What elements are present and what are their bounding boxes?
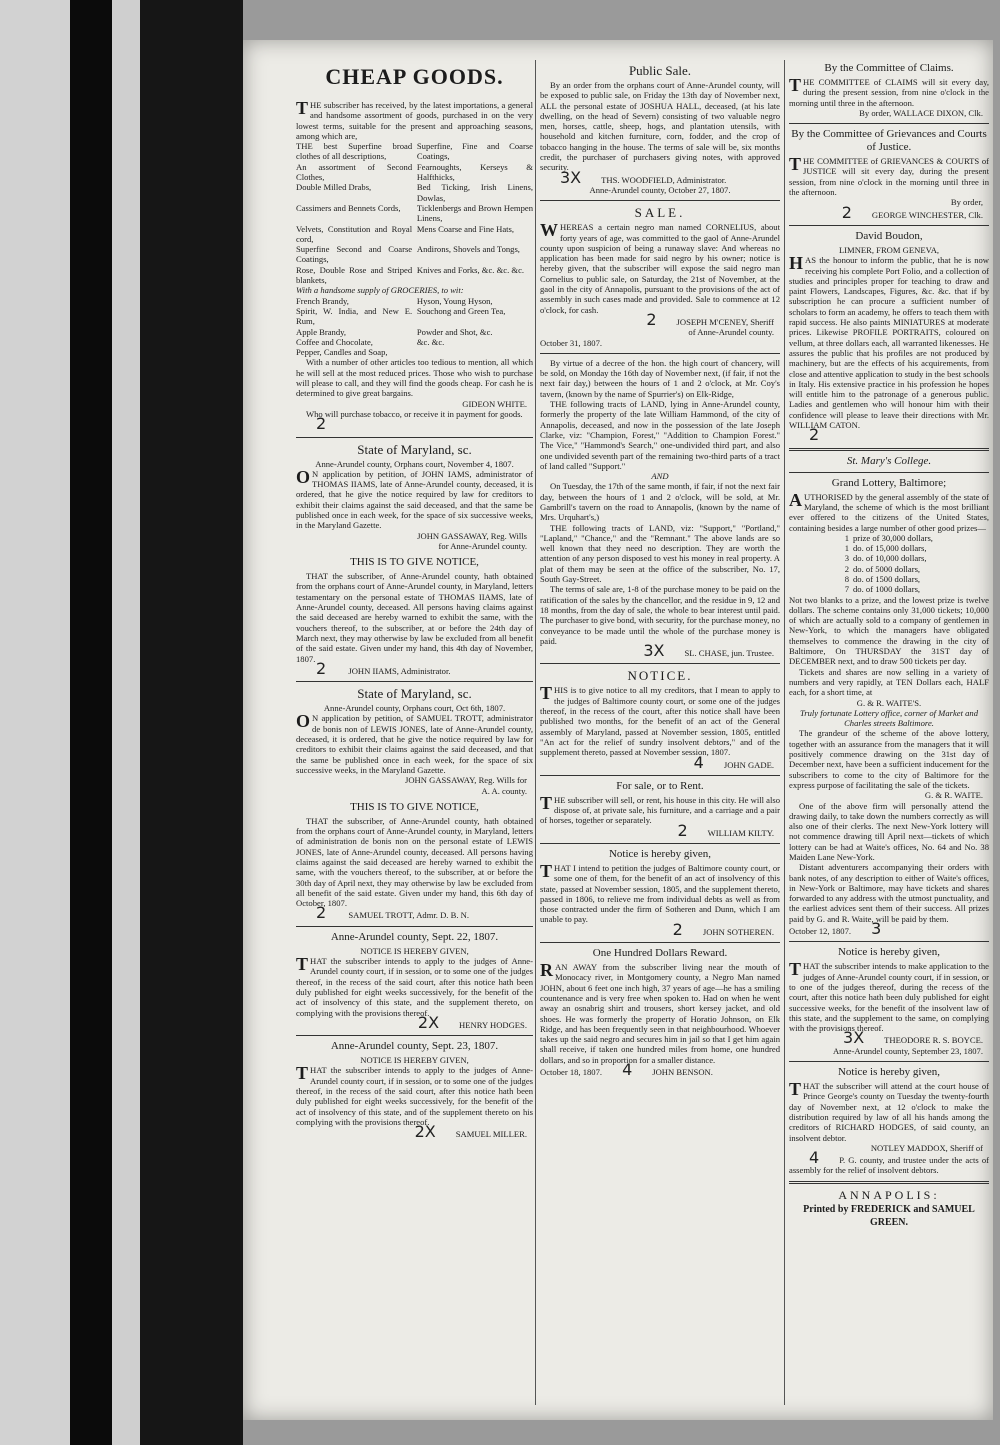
ad-body: THE COMMITTEE of GRIEVANCES & COURTS of JUSTICE will sit every day, during the present session, from nine o'clock in the morning until three in the afternoon. bbox=[789, 154, 989, 198]
column-left bbox=[296, 60, 533, 1405]
ad-dateline: Anne-Arundel county, September 23, 1807. bbox=[832, 1045, 983, 1056]
ad-body: With a number of other articles too tedious to mention, all which he will sell at the most reduced prices. Those who wish to purchase will please to call, and they will find the goods cheap. For cash he is determined to give great bargains. bbox=[296, 357, 533, 399]
ad-body: The grandeur of the scheme of the above lottery, together with an assurance from the managers that it will positively commence drawing on the 31st day of December next, have been a sufficient inducement for the subscribers to come to the city of Baltimore for the express purpose of facilitating the sale of the tickets. bbox=[789, 728, 989, 790]
ad-title: One Hundred Dollars Reward. bbox=[592, 947, 728, 960]
office-address: Truly fortunate Lottery office, corner of Market and Charles streets Baltimore. bbox=[799, 707, 979, 729]
ad-dateline: October 31, 1807. bbox=[540, 337, 603, 348]
ad-subtitle: LIMNER, FROM GENEVA, bbox=[838, 244, 940, 255]
column-right bbox=[789, 60, 989, 1405]
column-middle bbox=[540, 60, 780, 1405]
ad-body: THAT the subscriber will attend at the court house of Prince George's county on Tuesday the twenty-fourth day of November next, at 12 o'clock to make the distribution required by law of all his hands among the creditors of RICHARD HODGES, of said county, an insolvent debtor. bbox=[789, 1079, 989, 1143]
divider bbox=[540, 200, 780, 201]
ad-body: By virtue of a decree of the hon. the high court of chancery, will be sold, on Monday the 16th day of November next, (if fair, if not the next fair day,) between the hours of 1 and 2 o'clock, at Mr. Coy's tavern, (known by the name of Spurrier's) on Elk-Ridge, bbox=[540, 357, 780, 399]
notice-ad bbox=[540, 668, 780, 772]
column-rule bbox=[784, 60, 785, 1405]
signature: THEODORE R. S. BOYCE. bbox=[884, 1035, 983, 1046]
divider bbox=[789, 472, 989, 473]
ad-body: THAT the subscriber intends to apply to the judges of Anne-Arundel county court, if in session, or to some one of the judges thereof, in the recess of the said court, after this notice hath been duly published for eight weeks successively, for the benefit of the act of insolvency of this state, and the supplement thereto, on complying with the provisions thereof. bbox=[296, 954, 533, 1018]
groceries-list bbox=[296, 296, 533, 358]
ad-title: Notice is hereby given, bbox=[837, 1066, 941, 1079]
ad-title: CHEAP GOODS. bbox=[325, 64, 504, 89]
prize-count: 7 bbox=[844, 584, 849, 595]
ad-body: THE subscriber has received, by the latest importations, a general and handsome assortment of goods, purchased in on the very lowest terms, suitable for the present and approaching seasons, among which are, bbox=[296, 98, 533, 141]
list-item: Knives and Forks, &c. &c. &c. bbox=[416, 264, 525, 275]
divider bbox=[789, 941, 989, 942]
printer-imprint bbox=[789, 1188, 989, 1229]
list-item: French Brandy, bbox=[296, 295, 349, 306]
insolvency-notice bbox=[789, 946, 989, 1056]
divider bbox=[296, 437, 533, 438]
signature: JOHN IIAMS, Administrator. bbox=[348, 665, 451, 676]
signature: NOTLEY MADDOX, Sheriff of bbox=[870, 1142, 983, 1153]
ad-body: THE following tracts of LAND, viz: "Support," "Portland," "Lapland," "Chance," and the "Remnant." The above lands are so well known that they need no description. They are worth the attention of any person disposed to vest his money in real property. A plat of them may be seen at the office of the subscriber, No. 17, South Gay-Street. bbox=[540, 522, 780, 585]
ad-body: One of the above firm will personally attend the drawing daily, to take down the numbers correctly as will also one of their clerks. The next New-York lottery will not commence drawing till April next—tickets of which lottery can be had at Waite's offices, No. 64 and No. 38 Maiden Lane New-York. bbox=[789, 800, 989, 862]
two-column-row bbox=[296, 347, 533, 357]
handwritten-mark: 2 bbox=[316, 658, 327, 678]
list-item: Mens Coarse and Fine Hats, bbox=[416, 223, 515, 234]
prize-description: do. of 5000 dollars, bbox=[853, 563, 921, 574]
binding-edge bbox=[140, 0, 243, 1445]
list-item: Velvets, Constitution and Royal cord, bbox=[296, 223, 413, 244]
two-column-row bbox=[296, 244, 533, 265]
ad-body: AND bbox=[651, 471, 669, 482]
two-column-row bbox=[296, 306, 533, 327]
public-sale-ad bbox=[540, 63, 780, 195]
ad-body: THAT the subscriber, of Anne-Arundel county, hath obtained from the orphans court of Anne-Arundel county, in Maryland, letters of administration de bonis non on the personal estate of LEWIS JONES, late of Anne-Arundel county, deceased. All persons having claims against the said deceased are hereby warned to exhibit the same, with the vouchers thereof, to the subscriber, at or before the 30th day of April next, they may otherwise by law be excluded from all benefit of the said estate. Given under my hand, this 6th day of October, 1807. bbox=[296, 815, 533, 909]
firm-name: G. & R. WAITE'S. bbox=[856, 697, 922, 708]
divider bbox=[540, 353, 780, 354]
insolvency-notice bbox=[296, 1040, 533, 1142]
list-item bbox=[417, 347, 533, 357]
prize-description: do. of 1000 dollars, bbox=[853, 584, 921, 595]
ad-title: Notice is hereby given, bbox=[608, 848, 712, 860]
signature: GIDEON WHITE. bbox=[462, 398, 527, 409]
imprint-city: ANNAPOLIS: bbox=[838, 1187, 940, 1202]
divider bbox=[789, 1061, 989, 1062]
divider bbox=[789, 448, 989, 451]
list-item: Superfine, Fine and Coarse Coatings, bbox=[416, 141, 533, 162]
signature: THS. WOODFIELD, Administrator. bbox=[601, 174, 727, 185]
signature: GEORGE WINCHESTER, Clk. bbox=[871, 209, 983, 220]
handwritten-mark: 2 bbox=[677, 820, 688, 840]
list-item: THE best Superfine broad clothes of all descriptions, bbox=[296, 141, 413, 162]
divider bbox=[789, 1181, 989, 1184]
signature: JOSEPH M'CENEY, Sheriff bbox=[676, 316, 774, 327]
signature: SAMUEL TROTT, Admr. D. B. N. bbox=[348, 910, 469, 921]
list-item: Souchong and Green Tea, bbox=[416, 305, 506, 316]
petition-notice bbox=[540, 848, 780, 937]
signature: JOHN BENSON. bbox=[652, 1067, 713, 1078]
ad-title: Notice is hereby given, bbox=[837, 946, 941, 959]
ad-title: Grand Lottery, Baltimore; bbox=[831, 476, 947, 489]
newspaper-page bbox=[243, 40, 993, 1420]
signature: JOHN GASSAWAY, Reg. Wills for bbox=[405, 775, 527, 786]
list-item: &c. &c. bbox=[416, 336, 445, 347]
handwritten-mark: 4 bbox=[622, 1060, 633, 1080]
list-item: Andirons, Shovels and Tongs, bbox=[416, 244, 520, 255]
firm-name: G. & R. WAITE. bbox=[924, 790, 983, 801]
distribution-notice bbox=[789, 1066, 989, 1176]
signature: A. A. county. bbox=[481, 785, 527, 796]
ad-title: SALE. bbox=[634, 205, 686, 221]
handwritten-mark: 2 bbox=[809, 425, 820, 445]
divider bbox=[296, 926, 533, 927]
handwritten-mark: 3X bbox=[560, 167, 582, 187]
handwritten-mark: 2 bbox=[672, 919, 683, 939]
ad-title: State of Maryland, sc. bbox=[357, 441, 472, 457]
groceries-heading: With a handsome supply of GROCERIES, to wit: bbox=[296, 285, 464, 296]
divider bbox=[296, 681, 533, 682]
divider bbox=[789, 225, 989, 226]
ad-body: The terms of sale are, 1-8 of the purchase money to be paid on the ratification of the sales by the chancellor, and the residue in 9, 12 and 18 months, from the day of sale, the whole to bear interest until paid. The purchaser to give bond, with security, for the purchase money, no conveyance to be made until the whole of the purchase money is paid. bbox=[540, 584, 780, 646]
divider bbox=[540, 843, 780, 844]
ad-title: THIS IS TO GIVE NOTICE, bbox=[350, 800, 479, 813]
list-item: Double Milled Drabs, bbox=[296, 182, 372, 193]
ad-title: Public Sale. bbox=[628, 63, 692, 78]
two-column-row bbox=[296, 203, 533, 224]
signature: JOHN SOTHEREN. bbox=[702, 926, 774, 937]
ad-title: By the Committee of Claims. bbox=[824, 62, 954, 74]
ad-body: On Tuesday, the 17th of the same month, if fair, if not the next fair day, between the hours of 1 and 2 o'clock, will be sold, at Mr. Gambrill's tavern on the road to Annapolis, (known by the name of Mrs. Urquhart's,) bbox=[540, 481, 780, 523]
ad-postscript: Who will purchase tobacco, or receive it in payment for goods. bbox=[306, 408, 523, 419]
prize-count: 3 bbox=[844, 553, 849, 564]
two-column-row bbox=[296, 337, 533, 347]
sale-ad bbox=[540, 205, 780, 348]
maryland-order-ad bbox=[296, 442, 533, 552]
two-column-row bbox=[296, 296, 533, 306]
ad-title: David Boudon, bbox=[855, 229, 923, 242]
imprint-printer: Printed by FREDERICK and SAMUEL bbox=[803, 1203, 975, 1215]
handwritten-mark: 2 bbox=[646, 309, 657, 329]
prize-count: 1 bbox=[844, 543, 849, 554]
prize-row bbox=[789, 553, 989, 563]
cheap-goods-ad bbox=[296, 64, 533, 432]
ad-title: THIS IS TO GIVE NOTICE, bbox=[350, 556, 479, 569]
signature: of Anne-Arundel county. bbox=[688, 327, 774, 338]
two-column-row bbox=[296, 141, 533, 162]
grievances-committee-notice bbox=[789, 128, 989, 220]
ad-title: NOTICE. bbox=[627, 668, 693, 684]
list-item: Pepper, Candles and Soap, bbox=[296, 347, 388, 358]
ad-body: THE following tracts of LAND, lying in Anne-Arundel county, formerly the property of the late William Hammond, of the city of Annapolis, deceased, and now in the possession of the late Joseph Clarke, viz: "Champion, Forest," "Addition to Champion Forest." The Vice," "Hammond's Search," one-undivided third part, and also one undivided seventh part of the remaining two-third parts of a tract of land called "Support." bbox=[540, 399, 780, 471]
prize-row bbox=[789, 584, 989, 594]
handwritten-mark: 4 bbox=[809, 1148, 820, 1168]
insolvency-notice bbox=[296, 931, 533, 1030]
list-item: Apple Brandy, bbox=[296, 326, 347, 337]
signature: By order, WALLACE DIXON, Clk. bbox=[859, 107, 983, 118]
signature: WILLIAM KILTY. bbox=[707, 827, 774, 838]
ad-body: Tickets and shares are now selling in a variety of numbers and very rapidly, at TEN Dollars each, HALF each, for a short time, at bbox=[789, 666, 989, 698]
two-column-row bbox=[296, 327, 533, 337]
prize-description: do. of 15,000 dollars, bbox=[853, 543, 927, 554]
signature: By order, bbox=[950, 197, 983, 208]
college-heading: St. Mary's College. bbox=[846, 454, 932, 467]
list-item: Bed Ticking, Irish Linens, Dowlas, bbox=[416, 182, 533, 203]
ad-body: AUTHORISED by the general assembly of the state of Maryland, the scheme of which is the most brilliant ever offered to the citizens of the United States, containing besides a large number of other good prizes— bbox=[789, 489, 989, 533]
claims-committee-notice bbox=[789, 62, 989, 118]
ad-body: THAT the subscriber intends to apply to the judges of Anne-Arundel county court, if in session, or to some one of the judges thereof, in the recess of the said court, after this notice hath been duly published for eight weeks successively, for the benefit of the act of insolvency of this state, and of the supplement thereto on his complying with the provisions thereof. bbox=[296, 1063, 533, 1127]
ad-dateline: Anne-Arundel county, Orphans court, Oct 6th, 1807. bbox=[323, 703, 506, 714]
list-item: Superfine Second and Coarse Coatings, bbox=[296, 244, 413, 265]
signature: JOHN GADE. bbox=[723, 759, 774, 770]
ad-body: THIS is to give notice to all my creditors, that I mean to apply to the judges of Baltimore county court, or some one of the judges thereof, in the recess of the court, after this notice shall have been published two months, for the benefit of an act of the General assembly of Maryland, passed at November session, 1805, entitled "An act for the relief of sundry insolvent debtors," and of the supplement thereto, passed at November session, 1807. bbox=[540, 683, 780, 758]
list-item: Powder and Shot, &c. bbox=[416, 326, 493, 337]
ad-title: For sale, or to Rent. bbox=[616, 779, 704, 792]
two-column-row bbox=[296, 182, 533, 203]
lottery-ad bbox=[789, 477, 989, 937]
signature: for Anne-Arundel county. bbox=[438, 540, 527, 551]
prize-row bbox=[789, 533, 989, 543]
handwritten-mark: 2 bbox=[316, 903, 327, 923]
prize-description: prize of 30,000 dollars, bbox=[853, 532, 933, 543]
prize-description: do. of 10,000 dollars, bbox=[853, 553, 927, 564]
prize-row bbox=[789, 574, 989, 584]
handwritten-mark: 3X bbox=[843, 1028, 865, 1048]
two-column-row bbox=[296, 265, 533, 286]
signature: HENRY HODGES. bbox=[459, 1019, 527, 1030]
prize-count: 1 bbox=[844, 532, 849, 543]
ad-subtitle: NOTICE IS HEREBY GIVEN, bbox=[360, 945, 469, 956]
list-item: An assortment of Second Clothes, bbox=[296, 161, 413, 183]
two-column-row bbox=[296, 162, 533, 183]
list-item: Fearnoughts, Kerseys & Halfthicks, bbox=[416, 161, 533, 183]
rent-ad bbox=[540, 780, 780, 838]
prize-row bbox=[789, 564, 989, 574]
ad-subtitle: NOTICE IS HEREBY GIVEN, bbox=[360, 1055, 469, 1066]
ad-body: Distant adventurers accompanying their orders with bank notes, of any description to either of Waite's offices, in New-York or Baltimore, may have tickets and shares forwarded to any address with the utmost punctuality, and the earliest advices sent them of their success. All prizes paid by G. and R. Waite, will be paid by them. bbox=[789, 862, 989, 924]
ad-body: HAS the honour to inform the public, that he is now receiving his complete Port Folio, and a collection of studies and principles proper for teaching to draw and paint Flowers, Landscapes, Figures, &c. &c. that if by subscription he can procure a sufficient number of scholars to form an academy, he offers to teach them with rapid success. He also paints MINIATURES at moderate prices. Likewise PROFILE PORTRAITS, coloured on vellum, at three dollars each, all warranted likenesses. He assures the public that his profiles are not produced by machinery, but are the effects of his acquirements, from close and attentive application to study in the best schools in Italy. His extensive practice in his profession he hopes will entitle him to the patronage of a generous public. Ladies and gentlemen who will honour him with their confidence will please to leave their directions with Mr. WILLIAM CATON. bbox=[789, 253, 989, 431]
limner-ad bbox=[789, 230, 989, 443]
signature: SL. CHASE, jun. Trustee. bbox=[684, 648, 774, 659]
ad-body: THAT the subscriber intends to make application to the judges of Anne-Arundel county court, if in session, or to one of the judges thereof, during the recess of the court, after this notice hath been duly published for eight successive weeks, for the benefit of the insolvent law of this state, and the supplement to the same, on complying with the provisions thereof. bbox=[789, 959, 989, 1034]
ad-title: Anne-Arundel county, Sept. 22, 1807. bbox=[330, 930, 499, 943]
binding-shadow bbox=[70, 0, 112, 1445]
signature: P. G. county, and trustee under the acts of assembly for the relief of insolvent debtors. bbox=[789, 1155, 989, 1176]
left-margin-strip bbox=[0, 0, 70, 1445]
list-item: Cassimers and Bennets Cords, bbox=[296, 202, 401, 213]
give-notice-ad bbox=[296, 801, 533, 921]
ad-body: THE subscriber will sell, or rent, his house in this city. He will also dispose of, at private sale, his furniture, and a carriage and a pair of horses, together or separately. bbox=[540, 792, 780, 826]
ad-dateline: October 12, 1807. bbox=[789, 926, 852, 937]
give-notice-ad bbox=[296, 556, 533, 676]
column-rule bbox=[535, 60, 536, 1405]
divider bbox=[540, 775, 780, 776]
ad-dateline: October 18, 1807. bbox=[540, 1067, 603, 1078]
gutter-strip bbox=[112, 0, 140, 1445]
ad-title: State of Maryland, sc. bbox=[357, 686, 472, 702]
list-item: Rose, Double Rose and Striped blankets, bbox=[296, 264, 413, 286]
prize-row bbox=[789, 543, 989, 553]
signature: SAMUEL MILLER. bbox=[455, 1129, 527, 1140]
divider bbox=[540, 942, 780, 943]
prize-list bbox=[789, 533, 989, 595]
imprint-name: GREEN. bbox=[869, 1216, 909, 1228]
handwritten-mark: 4 bbox=[693, 752, 704, 772]
two-column-row bbox=[296, 224, 533, 245]
list-item: Spirit, W. India, and New E. Rum, bbox=[296, 305, 413, 327]
ad-dateline: Anne-Arundel county, Orphans court, November 4, 1807. bbox=[315, 458, 514, 469]
handwritten-mark: 2 bbox=[841, 202, 852, 222]
list-item: Coffee and Chocolate, bbox=[296, 336, 373, 347]
ad-body: Not two blanks to a prize, and the lowest prize is twelve dollars. The scheme contains only 31,000 tickets; 10,000 of which are actually sold to a company of gentlemen in New-York, to which the managers have obligated themselves to commence the drawing in the city of Baltimore, On THURSDAY the 31ST day of DECEMBER next, and to draw 500 tickets per day. bbox=[789, 594, 989, 667]
ad-body: THAT I intend to petition the judges of Baltimore county court, or some one of them, for the benefit of an act of insolvency of this state, passed at November session, 1805, and the supplement thereto, passed in 1806, to relieve me from individual debts as well as from those contracted under the firm of Sotheren and Dunn, which I am unable to pay. bbox=[540, 861, 780, 925]
handwritten-mark: 2 bbox=[316, 414, 327, 434]
ad-title: By the Committee of Grievances and Courts of Justice. bbox=[791, 128, 987, 154]
ad-body: THAT the subscriber, of Anne-Arundel county, hath obtained from the orphans court of Anne-Arundel county, in Maryland, letters testamentary on the personal estate of THOMAS IIAMS, late of Anne-Arundel county, deceased. All persons having claims against the said deceased are hereby warned to exhibit the same, with the vouchers thereof, to the subscriber, at or before the 24th day of March next, they may otherwise by law be excluded from all benefit of the said estate. Given under my hand, this 4th day of November, 1807. bbox=[296, 571, 533, 664]
ad-body: ON application by petition, of JOHN IAMS, administrator of THOMAS IIAMS, late of Anne-Arundel county, deceased, it is ordered, that he give the notice required by law for creditors to exhibit their claims against the said deceased, and that the same be published once in each week, for the space of six successive weeks, in the Maryland Gazette. bbox=[296, 466, 533, 531]
handwritten-mark: 3 bbox=[871, 919, 882, 939]
ad-body: By an order from the orphans court of Anne-Arundel county, will be exposed to public sale, on Friday the 13th day of November next, ALL the personal estate of JOSHUA HALL, deceased, (at his late dwelling, on the head of Severn) consisting of two valuable negro men, horses, cattle, sheep, hogs, and plantation utensils, with household and kitchen furniture, corn, fodder, and the crop of tobacco hanging in the house. The terms of sale will be, six months credit, the purchaser of purchasers giving notes, with approved security. bbox=[540, 80, 780, 173]
maryland-order-ad bbox=[296, 686, 533, 796]
chancery-decree-ad bbox=[540, 358, 780, 659]
handwritten-mark: 3X bbox=[643, 641, 665, 661]
ad-body: THE COMMITTEE of CLAIMS will sit every day, during the present session, from nine o'clock in the morning until three in the afternoon. bbox=[789, 75, 989, 108]
divider bbox=[789, 123, 989, 124]
ad-body: ON application by petition, of SAMUEL TROTT, administrator de bonis non of LEWIS JONES, late of Anne-Arundel county, deceased, it is ordered, that he give the notice required by law for creditors to exhibit their claims against the said deceased, and that the same be published once in each week, for the space of six successive weeks, in the Maryland Gazette. bbox=[296, 711, 533, 775]
prize-count: 8 bbox=[844, 573, 849, 584]
reward-ad bbox=[540, 947, 780, 1080]
ad-body: WHEREAS a certain negro man named CORNELIUS, about forty years of age, was committed to the gaol of Anne-Arundel county upon suspicion of being a runaway slave: And whereas no application has been made for said negro by his owner; notice is hereby given, that the subscriber will expose the said negro man Cornelius to public sale, on Saturday, the 21st of November, at the gaol in the city of Annapolis, pursuant to the provisions of the act of assembly in such cases made and provided. Sale to commence at 12 o'clock, for cash. bbox=[540, 220, 780, 315]
divider bbox=[296, 1035, 533, 1036]
handwritten-mark: 2X bbox=[414, 1122, 436, 1142]
prize-count: 2 bbox=[844, 563, 849, 574]
list-item: Ticklenbergs and Brown Hempen Linens, bbox=[416, 202, 533, 224]
signature: JOHN GASSAWAY, Reg. Wills bbox=[417, 530, 527, 541]
divider bbox=[540, 663, 780, 664]
goods-list bbox=[296, 141, 533, 285]
list-item: Hyson, Young Hyson, bbox=[416, 295, 493, 306]
ad-body: RAN AWAY from the subscriber living near the mouth of Monocacy river, in Montgomery county, a Negro Man named JOHN, about 6 feet one inch high, 37 years of age—he has a smiling countenance and is very free when spoken to. Had on when he went away an osnabrig shirt and trousers, short kersey jacket, and old shoes. He was formerly the property of Horatio Johnson, on Elk Ridge, and has been frequently seen in that neighbourhood. Whoever takes up the said negro and secures him in jail so that I get him again shall receive, if taken one hundred miles from home, one hundred dollars, and so in proportion for a smaller distance. bbox=[540, 960, 780, 1065]
ad-title: Anne-Arundel county, Sept. 23, 1807. bbox=[330, 1040, 499, 1053]
handwritten-mark: 2X bbox=[417, 1012, 440, 1032]
prize-description: do. of 1500 dollars, bbox=[853, 573, 921, 584]
ad-dateline: Anne-Arundel county, October 27, 1807. bbox=[589, 184, 731, 195]
